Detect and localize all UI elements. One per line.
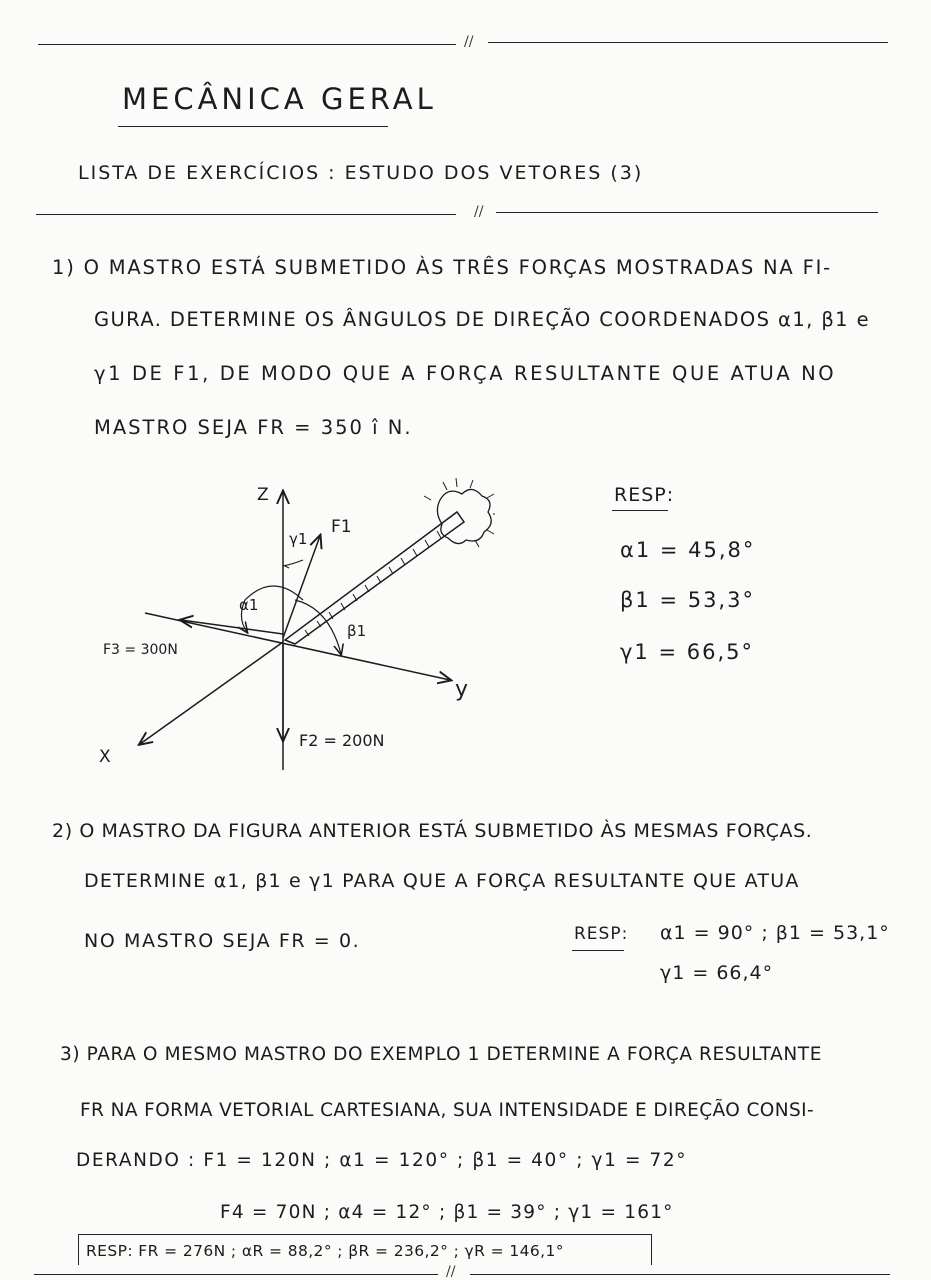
f3-label: F3 = 300N (103, 642, 178, 658)
mid-rule-left (36, 214, 456, 215)
y-axis-label: y (455, 677, 469, 702)
exercise2-resp-label: RESP: (574, 924, 629, 944)
beta-label: β1 (347, 622, 367, 640)
exercise1-resp-label: RESP: (614, 484, 675, 506)
mid-rule-right (496, 212, 878, 213)
exercise1-resp-underline (612, 510, 668, 511)
exercise2-line3: NO MASTRO SEJA FR = 0. (84, 930, 361, 952)
page-title: MECÂNICA GERAL (122, 82, 437, 116)
z-axis-label: Z (257, 485, 269, 505)
exercise2-line1: 2) O MASTRO DA FIGURA ANTERIOR ESTÁ SUBMETIDO ÀS MESMAS FORÇAS. (52, 820, 813, 842)
f1-arrow (283, 536, 320, 638)
exercise3-line4: F4 = 70N ; α4 = 12° ; β1 = 39° ; γ1 = 161° (220, 1202, 674, 1223)
exercise1-line3: γ1 DE F1, DE MODO QUE A FORÇA RESULTANTE QUE ATUA NO (94, 362, 837, 385)
exercise1-line1: 1) O MASTRO ESTÁ SUBMETIDO ÀS TRÊS FORÇAS MOSTRADAS NA FI- (52, 256, 832, 279)
exercise3-line3: DERANDO : F1 = 120N ; α1 = 120° ; β1 = 40° ; γ1 = 72° (76, 1150, 688, 1171)
alpha-label: α1 (239, 596, 259, 614)
mast-force-diagram (95, 470, 495, 780)
exercise3-line1: 3) PARA O MESMO MASTRO DO EXEMPLO 1 DETERMINE A FORÇA RESULTANTE (60, 1044, 822, 1065)
exercise1-line4: MASTRO SEJA FR = 350 î N. (94, 416, 413, 439)
f2-label: F2 = 200N (299, 731, 385, 750)
exercise1-answer-alpha: α1 = 45,8° (620, 538, 756, 562)
exercise2-line2: DETERMINE α1, β1 e γ1 PARA QUE A FORÇA RESULTANTE QUE ATUA (84, 870, 800, 892)
exercise3-resp: RESP: FR = 276N ; αR = 88,2° ; βR = 236,2° ; γR = 146,1° (86, 1242, 564, 1260)
exercise2-answer-line1: α1 = 90° ; β1 = 53,1° (660, 922, 890, 944)
y-axis (145, 613, 450, 680)
gamma-label: γ1 (289, 530, 308, 548)
exercise2-resp-underline (572, 950, 624, 951)
bottom-rule-right (470, 1274, 890, 1275)
mid-rule-mark: // (474, 204, 484, 220)
exercise3-line2: FR NA FORMA VETORIAL CARTESIANA, SUA INTENSIDADE E DIREÇÃO CONSI- (80, 1100, 815, 1121)
exercise2-answer-line2: γ1 = 66,4° (660, 962, 774, 984)
bottom-rule-mark: // (446, 1264, 456, 1280)
exercise1-answer-beta: β1 = 53,3° (620, 588, 755, 612)
top-rule-mark: // (464, 34, 474, 50)
exercise1-answer-gamma: γ1 = 66,5° (620, 640, 754, 664)
top-rule-left (38, 44, 456, 45)
gamma-arc (283, 560, 303, 566)
title-underline (118, 126, 388, 127)
top-rule-right (488, 42, 888, 43)
x-axis-label: X (99, 747, 111, 767)
page-subtitle: LISTA DE EXERCÍCIOS : ESTUDO DOS VETORES (3) (78, 162, 644, 184)
bush-rays (424, 478, 495, 547)
bottom-rule-left (34, 1274, 438, 1275)
exercise1-line2: GURA. DETERMINE OS ÂNGULOS DE DIREÇÃO COORDENADOS α1, β1 e (94, 308, 870, 331)
f1-label: F1 (331, 517, 352, 537)
